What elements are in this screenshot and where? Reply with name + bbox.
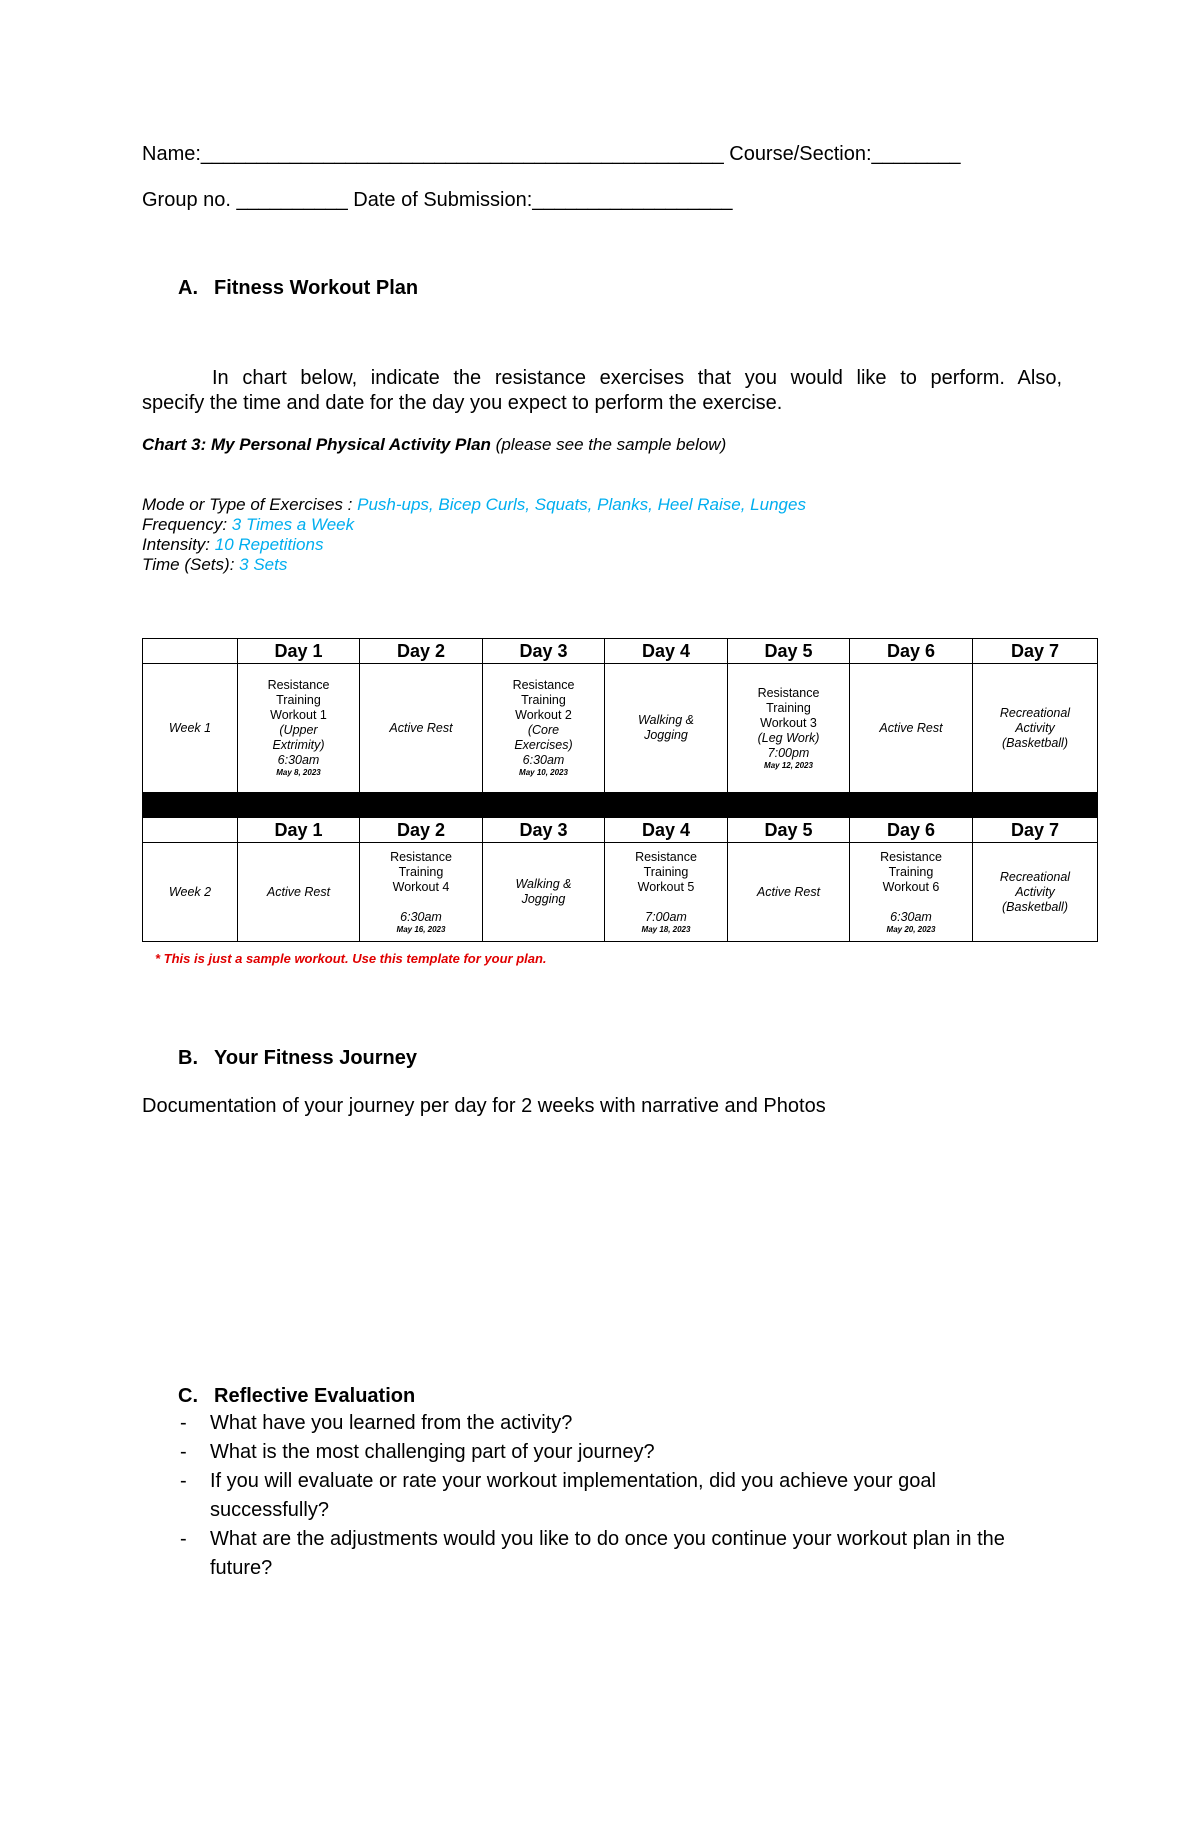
week2-day3-cell: Walking & Jogging <box>483 843 605 942</box>
day-header: Day 6 <box>850 639 973 664</box>
section-a-intro <box>142 366 1062 416</box>
week2-day6-cell: Resistance Training Workout 6 6:30am May 20, 2023 <box>850 843 973 942</box>
name-course-line: Name:_______________________________________________ Course/Section:________ <box>142 143 961 165</box>
section-c-title: Reflective Evaluation <box>214 1385 416 1407</box>
sample-workout-note: * This is just a sample workout. Use this template for your plan. <box>155 951 547 966</box>
week-label: Week 2 <box>143 843 238 942</box>
section-b-label: B. <box>178 1047 198 1069</box>
exercise-specs <box>142 495 806 575</box>
day-header: Day 2 <box>360 818 483 843</box>
spec-time-sets: Time (Sets): 3 Sets <box>142 555 288 574</box>
week1-day4-cell: Walking & Jogging <box>605 664 728 793</box>
reflection-question-1: - What have you learned from the activity? <box>180 1412 573 1434</box>
day-header: Day 5 <box>728 639 850 664</box>
week1-day6-cell: Active Rest <box>850 664 973 793</box>
reflection-question-3: - If you will evaluate or rate your workout implementation, did you achieve your goal successfully? <box>180 1470 936 1521</box>
day-header: Day 6 <box>850 818 973 843</box>
table-header-row-week2 <box>143 818 1098 843</box>
divider-bar <box>143 793 1098 818</box>
section-b-text: Documentation of your journey per day for 2 weeks with narrative and Photos <box>142 1095 826 1117</box>
chart-caption <box>142 435 726 455</box>
section-c-heading <box>178 1385 415 1408</box>
day-header: Day 7 <box>973 639 1098 664</box>
week1-day1-cell: Resistance Training Workout 1 (Upper Extrimity) 6:30am May 8, 2023 <box>238 664 360 793</box>
day-header: Day 4 <box>605 639 728 664</box>
week1-day2-cell: Active Rest <box>360 664 483 793</box>
day-header: Day 5 <box>728 818 850 843</box>
day-header: Day 3 <box>483 818 605 843</box>
week2-day4-cell: Resistance Training Workout 5 7:00am May 18, 2023 <box>605 843 728 942</box>
table-divider-row <box>143 793 1098 818</box>
week2-day1-cell: Active Rest <box>238 843 360 942</box>
week2-day2-cell: Resistance Training Workout 4 6:30am May 16, 2023 <box>360 843 483 942</box>
day-header: Day 7 <box>973 818 1098 843</box>
section-c-label: C. <box>178 1385 198 1407</box>
spec-intensity: Intensity: 10 Repetitions <box>142 535 324 554</box>
corner-cell <box>143 639 238 664</box>
week1-day5-cell: Resistance Training Workout 3 (Leg Work) 7:00pm May 12, 2023 <box>728 664 850 793</box>
table-row-week1 <box>143 664 1098 793</box>
day-header: Day 3 <box>483 639 605 664</box>
table-row-week2 <box>143 843 1098 942</box>
week1-day3-cell: Resistance Training Workout 2 (Core Exercises) 6:30am May 10, 2023 <box>483 664 605 793</box>
week1-day7-cell: Recreational Activity (Basketball) <box>973 664 1098 793</box>
day-header: Day 4 <box>605 818 728 843</box>
spec-mode: Mode or Type of Exercises : Push-ups, Bicep Curls, Squats, Planks, Heel Raise, Lunges <box>142 495 806 514</box>
chart-title: Chart 3: My Personal Physical Activity Plan <box>142 435 491 454</box>
reflection-question-4: - What are the adjustments would you like to do once you continue your workout plan in the future? <box>180 1528 1005 1579</box>
section-a-title: Fitness Workout Plan <box>214 277 419 299</box>
section-b-title: Your Fitness Journey <box>214 1047 418 1069</box>
section-b-heading <box>178 1047 417 1070</box>
intro-line-1: In chart below, indicate the resistance exercises that you would like to perform. Also, <box>212 367 1062 389</box>
chart-title-note: (please see the sample below) <box>490 435 727 454</box>
reflection-question-2: - What is the most challenging part of your journey? <box>180 1441 655 1463</box>
week2-day5-cell: Active Rest <box>728 843 850 942</box>
table-header-row-week1 <box>143 639 1098 664</box>
day-header: Day 2 <box>360 639 483 664</box>
spec-frequency: Frequency: 3 Times a Week <box>142 515 355 534</box>
week2-day7-cell: Recreational Activity (Basketball) <box>973 843 1098 942</box>
activity-plan-table <box>142 638 1098 942</box>
week-label: Week 1 <box>143 664 238 793</box>
group-date-line: Group no. __________ Date of Submission:__________________ <box>142 189 733 211</box>
day-header: Day 1 <box>238 818 360 843</box>
corner-cell <box>143 818 238 843</box>
intro-line-2: specify the time and date for the day you expect to perform the exercise. <box>142 392 783 414</box>
day-header: Day 1 <box>238 639 360 664</box>
section-a-label: A. <box>178 277 198 299</box>
section-a-heading <box>178 277 418 300</box>
